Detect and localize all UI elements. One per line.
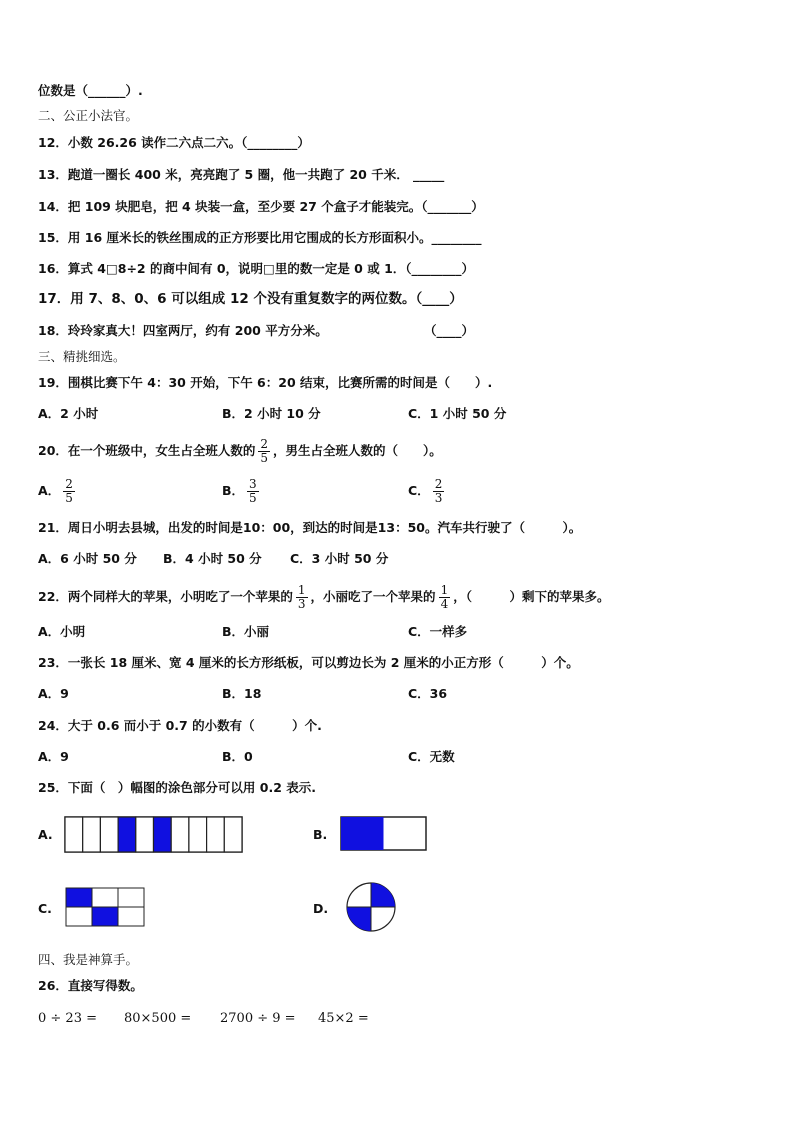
- question-22-text-b: ，小丽吃了一个苹果的: [310, 589, 436, 604]
- figure-d-circle: [345, 879, 399, 937]
- q24-option-c: C．无数: [408, 749, 455, 764]
- q22-option-b: B．小丽: [222, 624, 270, 639]
- figure-c-cell-bottom-right: [118, 907, 144, 926]
- q25-option-c-label: C.: [38, 901, 52, 916]
- question-17: 17．用 7、8、0、6 可以组成 12 个没有重复数字的两位数。（____）: [38, 291, 463, 307]
- calc-item-2: 80×500 =: [124, 1011, 192, 1026]
- calc-item-4: 45×2 =: [318, 1011, 369, 1026]
- question-14: 14．把 109 块肥皂，把 4 块装一盒，至少要 27 个盒子才能装完。（_______）: [38, 199, 484, 214]
- figure-d-quarter-bottom-left: [347, 907, 371, 931]
- figure-a-cell: [189, 817, 207, 852]
- question-22: [38, 580, 609, 614]
- figure-a-cell: [83, 817, 101, 852]
- q22-option-a: A．小明: [38, 624, 86, 639]
- figure-c-cell-top-middle: [92, 888, 118, 907]
- calc-item-3: 2700 ÷ 9 =: [220, 1011, 296, 1026]
- figure-c-cell-bottom-left: [66, 907, 92, 926]
- question-19: 19．围棋比赛下午 4：30 开始，下午 6：20 结束，比赛所需的时间是（ ）.: [38, 375, 493, 390]
- figure-a-cell: [154, 817, 172, 852]
- q25-option-b-label: B.: [313, 827, 328, 842]
- q24-option-a: A．9: [38, 749, 69, 764]
- question-25: 25．下面（ ）幅图的涂色部分可以用 0.2 表示.: [38, 780, 316, 795]
- q20-option-a: A． $\frac{2}{5}$: [38, 477, 73, 505]
- figure-a-strip: [64, 816, 244, 854]
- figure-c-grid: [65, 887, 147, 929]
- q25-option-a-label: A.: [38, 827, 53, 842]
- question-16: 16．算式 4□8÷2 的商中间有 0，说明□里的数一定是 0 或 1．（________）: [38, 261, 475, 276]
- q23-option-b: B．18: [222, 686, 262, 701]
- q19-option-a: A．2 小时: [38, 406, 99, 421]
- figure-c-cell-top-left: [66, 888, 92, 907]
- question-15: 15．用 16 厘米长的铁丝围成的正方形要比用它围成的长方形面积小。________: [38, 230, 482, 245]
- q23-option-c: C．36: [408, 686, 448, 701]
- q21-option-a: A．6 小时 50 分: [38, 551, 137, 566]
- calc-item-1: 0 ÷ 23 =: [38, 1011, 97, 1026]
- question-12: 12．小数 26.26 读作二六点二六。（________）: [38, 135, 310, 150]
- fraction-one-third: $\frac{1}{3}$: [297, 583, 306, 611]
- figure-a-cell: [207, 817, 225, 852]
- section-title-calculation: 四、我是神算手。: [38, 952, 139, 967]
- question-20-text-a: 20．在一个班级中，女生占全班人数的: [38, 443, 256, 458]
- question-20: [38, 434, 442, 468]
- q23-option-a: A．9: [38, 686, 69, 701]
- continued-question-line: 位数是（______）.: [38, 83, 143, 98]
- question-22-text-a: 22．两个同样大的苹果，小明吃了一个苹果的: [38, 589, 293, 604]
- q20-option-c: C． $\frac{2}{3}$: [408, 477, 443, 505]
- fraction-two-fifths: $\frac{2}{5}$: [260, 437, 269, 465]
- fraction-one-quarter: $\frac{1}{4}$: [440, 583, 449, 611]
- figure-c-cell-bottom-middle: [92, 907, 118, 926]
- figure-a-cell: [118, 817, 136, 852]
- figure-a-cell: [100, 817, 118, 852]
- question-20-text-b: ，男生占全班人数的（ ）。: [273, 443, 442, 458]
- fraction-option-a: $\frac{2}{5}$: [65, 477, 73, 505]
- fraction-option-c: $\frac{2}{3}$: [434, 477, 443, 505]
- q21-option-b: B．4 小时 50 分: [163, 551, 262, 566]
- section-title-multiple-choice: 三、精挑细选。: [38, 349, 126, 364]
- q19-option-c: C．1 小时 50 分: [408, 406, 507, 421]
- question-22-text-c: ，（ ）剩下的苹果多。: [453, 589, 610, 604]
- q20-option-b: B． $\frac{3}{5}$: [222, 477, 257, 505]
- q22-option-c: C．一样多: [408, 624, 468, 639]
- figure-a-cell: [224, 817, 242, 852]
- question-23: 23．一张长 18 厘米、宽 4 厘米的长方形纸板，可以剪边长为 2 厘米的小正方形（ ）个。: [38, 655, 579, 670]
- question-21: 21．周日小明去县城，出发的时间是10：00，到达的时间是13：50。汽车共行驶了（ ）。: [38, 520, 582, 535]
- question-18-blank: （____）: [424, 323, 475, 338]
- figure-c-cell-top-right: [118, 888, 144, 907]
- figure-a-cell: [65, 817, 83, 852]
- figure-b-bar: [340, 816, 428, 852]
- fraction-option-b: $\frac{3}{5}$: [249, 477, 257, 505]
- figure-a-cell: [136, 817, 154, 852]
- question-26: 26．直接写得数。: [38, 978, 143, 993]
- question-13: 13．跑道一圈长 400 米，亮亮跑了 5 圈，他一共跑了 20 千米． _____: [38, 167, 445, 182]
- figure-b-shaded-part: [341, 817, 384, 850]
- q19-option-b: B．2 小时 10 分: [222, 406, 321, 421]
- q24-option-b: B．0: [222, 749, 253, 764]
- figure-d-quarter-top-right: [371, 883, 395, 907]
- q21-option-c: C．3 小时 50 分: [290, 551, 389, 566]
- question-24: 24．大于 0.6 而小于 0.7 的小数有（ ）个.: [38, 718, 322, 733]
- figure-a-cell: [171, 817, 189, 852]
- q25-option-d-label: D.: [313, 901, 329, 916]
- section-title-true-false: 二、公正小法官。: [38, 108, 139, 123]
- question-18: 18．玲玲家真大！四室两厅，约有 200 平方分米。: [38, 323, 328, 338]
